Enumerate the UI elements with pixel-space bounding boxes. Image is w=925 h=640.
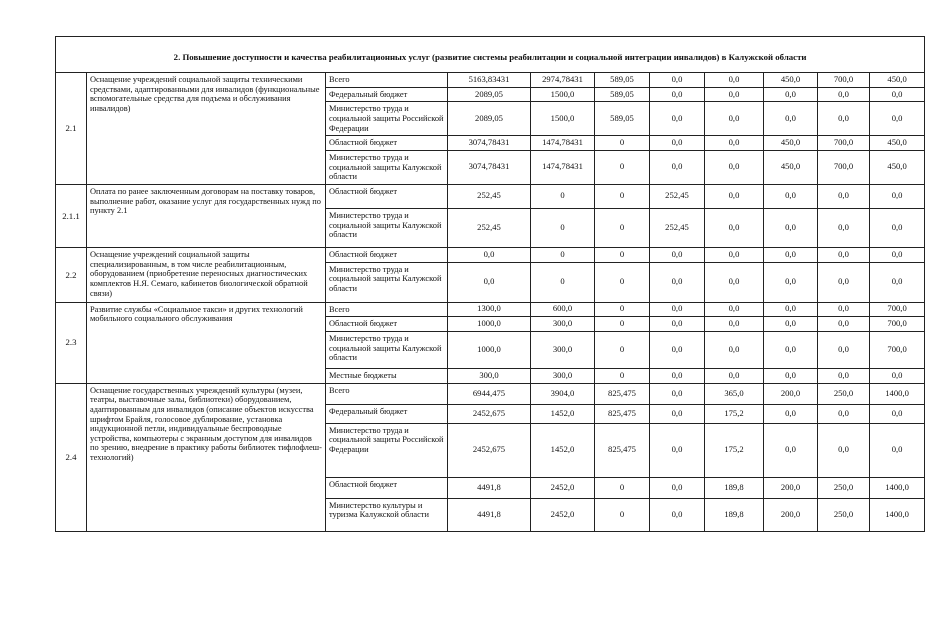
amount-cell: 0 (595, 136, 650, 151)
amount-cell: 0,0 (764, 208, 818, 247)
amount-cell: 2974,78431 (531, 73, 595, 88)
amount-cell: 0,0 (705, 150, 764, 184)
amount-cell: 0,0 (870, 423, 925, 477)
amount-cell: 0 (595, 184, 650, 208)
funding-source: Всего (326, 73, 448, 88)
amount-cell: 200,0 (764, 383, 818, 404)
amount-cell: 2452,0 (531, 477, 595, 498)
item-description: Оснащение государственных учреждений культуры (музеи, театры, выставочные залы, библиотеки) оборудованием, адаптированным для инвалидов (описание объектов искусства шрифтом Брайля, голосовое дублирование, установка индукционной петли, индивидуальные беспроводные устройства, компьютеры с экранным доступом для инвалидов по зрению, внедрение в практику работы библиотек тифлофлеш-технологий) (87, 383, 326, 531)
amount-cell: 252,45 (448, 184, 531, 208)
amount-cell: 0,0 (764, 87, 818, 102)
table-row (56, 247, 925, 262)
funding-source: Местные бюджеты (326, 368, 448, 383)
amount-cell: 450,0 (764, 136, 818, 151)
item-description: Оснащение учреждений социальной защиты специализированным, в том числе реабилитационным, оборудованием (приобретение переносных диагностических комплектов Н.Я. Семаго, кабинетов биологической обратной связи) (87, 247, 326, 302)
section-title: 2. Повышение доступности и качества реабилитационных услуг (развитие системы реабилитации и социальной интеграции инвалидов) в Калужской области (56, 37, 925, 73)
amount-cell: 0,0 (705, 184, 764, 208)
section-header-row (56, 37, 925, 73)
amount-cell: 0,0 (650, 87, 705, 102)
amount-cell: 0,0 (650, 404, 705, 423)
amount-cell: 0,0 (705, 302, 764, 317)
amount-cell: 189,8 (705, 498, 764, 531)
amount-cell: 3904,0 (531, 383, 595, 404)
amount-cell: 0,0 (818, 87, 870, 102)
amount-cell: 0,0 (705, 136, 764, 151)
amount-cell: 200,0 (764, 477, 818, 498)
amount-cell: 1500,0 (531, 87, 595, 102)
funding-source: Областной бюджет (326, 247, 448, 262)
amount-cell: 1400,0 (870, 383, 925, 404)
amount-cell: 0,0 (650, 498, 705, 531)
item-description: Развитие службы «Социальное такси» и других технологий мобильного социального обслуживания (87, 302, 326, 383)
amount-cell: 3074,78431 (448, 136, 531, 151)
amount-cell: 4491,8 (448, 498, 531, 531)
amount-cell: 0,0 (705, 87, 764, 102)
amount-cell: 0 (595, 208, 650, 247)
amount-cell: 0,0 (764, 331, 818, 368)
amount-cell: 0 (595, 498, 650, 531)
amount-cell: 0,0 (764, 317, 818, 332)
amount-cell: 1000,0 (448, 331, 531, 368)
amount-cell: 589,05 (595, 73, 650, 88)
amount-cell: 300,0 (531, 331, 595, 368)
amount-cell: 0,0 (650, 383, 705, 404)
amount-cell: 0,0 (818, 247, 870, 262)
amount-cell: 175,2 (705, 423, 764, 477)
amount-cell: 0,0 (650, 317, 705, 332)
funding-source: Министерство труда и социальной защиты Калужской области (326, 331, 448, 368)
amount-cell: 0,0 (705, 73, 764, 88)
amount-cell: 450,0 (870, 73, 925, 88)
funding-source: Областной бюджет (326, 317, 448, 332)
amount-cell: 0,0 (764, 302, 818, 317)
amount-cell: 1300,0 (448, 302, 531, 317)
amount-cell: 0,0 (764, 102, 818, 136)
amount-cell: 1474,78431 (531, 136, 595, 151)
amount-cell: 300,0 (448, 368, 531, 383)
amount-cell: 700,0 (818, 136, 870, 151)
amount-cell: 0,0 (650, 302, 705, 317)
amount-cell: 0,0 (764, 368, 818, 383)
amount-cell: 0,0 (870, 87, 925, 102)
amount-cell: 0,0 (870, 208, 925, 247)
amount-cell: 700,0 (870, 302, 925, 317)
amount-cell: 0 (595, 368, 650, 383)
amount-cell: 0,0 (764, 262, 818, 302)
amount-cell: 0,0 (705, 368, 764, 383)
table-row (56, 73, 925, 88)
amount-cell: 4491,8 (448, 477, 531, 498)
amount-cell: 0,0 (764, 184, 818, 208)
table-row (56, 383, 925, 404)
amount-cell: 0,0 (818, 302, 870, 317)
amount-cell: 0,0 (705, 102, 764, 136)
amount-cell: 0,0 (764, 247, 818, 262)
amount-cell: 0,0 (870, 262, 925, 302)
funding-source: Министерство труда и социальной защиты Российской Федерации (326, 102, 448, 136)
amount-cell: 0 (595, 317, 650, 332)
amount-cell: 250,0 (818, 498, 870, 531)
amount-cell: 0,0 (764, 404, 818, 423)
table-row (56, 302, 925, 317)
amount-cell: 0,0 (870, 404, 925, 423)
amount-cell: 825,475 (595, 404, 650, 423)
amount-cell: 0,0 (650, 262, 705, 302)
amount-cell: 0,0 (650, 150, 705, 184)
amount-cell: 0 (595, 477, 650, 498)
amount-cell: 0 (595, 262, 650, 302)
funding-source: Министерство труда и социальной защиты Российской Федерации (326, 423, 448, 477)
amount-cell: 0,0 (650, 102, 705, 136)
amount-cell: 0,0 (818, 404, 870, 423)
amount-cell: 0,0 (650, 331, 705, 368)
amount-cell: 700,0 (818, 73, 870, 88)
item-number: 2.1.1 (56, 184, 87, 247)
funding-source: Министерство труда и социальной защиты Калужской области (326, 262, 448, 302)
amount-cell: 0,0 (818, 208, 870, 247)
amount-cell: 1400,0 (870, 498, 925, 531)
amount-cell: 0,0 (650, 477, 705, 498)
amount-cell: 0,0 (870, 184, 925, 208)
amount-cell: 2452,0 (531, 498, 595, 531)
item-number: 2.4 (56, 383, 87, 531)
amount-cell: 0,0 (705, 262, 764, 302)
amount-cell: 0,0 (818, 102, 870, 136)
amount-cell: 2089,05 (448, 87, 531, 102)
amount-cell: 250,0 (818, 383, 870, 404)
amount-cell: 0 (531, 208, 595, 247)
amount-cell: 0,0 (705, 317, 764, 332)
amount-cell: 300,0 (531, 368, 595, 383)
amount-cell: 1400,0 (870, 477, 925, 498)
amount-cell: 0,0 (870, 368, 925, 383)
amount-cell: 252,45 (650, 184, 705, 208)
amount-cell: 2452,675 (448, 423, 531, 477)
amount-cell: 5163,83431 (448, 73, 531, 88)
amount-cell: 600,0 (531, 302, 595, 317)
amount-cell: 252,45 (448, 208, 531, 247)
amount-cell: 0,0 (764, 423, 818, 477)
amount-cell: 0 (531, 262, 595, 302)
amount-cell: 200,0 (764, 498, 818, 531)
funding-source: Федеральный бюджет (326, 87, 448, 102)
amount-cell: 1452,0 (531, 423, 595, 477)
amount-cell: 450,0 (870, 136, 925, 151)
amount-cell: 1474,78431 (531, 150, 595, 184)
amount-cell: 450,0 (870, 150, 925, 184)
amount-cell: 175,2 (705, 404, 764, 423)
amount-cell: 0,0 (650, 136, 705, 151)
item-description: Оснащение учреждений социальной защиты техническими средствами, адаптированными для инвалидов (функциональные вспомогательные средства для подъема и обслуживания инвалидов) (87, 73, 326, 185)
amount-cell: 0,0 (650, 368, 705, 383)
amount-cell: 450,0 (764, 73, 818, 88)
funding-source: Областной бюджет (326, 184, 448, 208)
amount-cell: 365,0 (705, 383, 764, 404)
table-row (56, 184, 925, 208)
amount-cell: 0 (595, 150, 650, 184)
amount-cell: 0 (595, 331, 650, 368)
amount-cell: 2452,675 (448, 404, 531, 423)
amount-cell: 189,8 (705, 477, 764, 498)
amount-cell: 3074,78431 (448, 150, 531, 184)
amount-cell: 825,475 (595, 383, 650, 404)
amount-cell: 0,0 (818, 331, 870, 368)
item-number: 2.1 (56, 73, 87, 185)
amount-cell: 252,45 (650, 208, 705, 247)
document-sheet (55, 36, 909, 532)
funding-source: Федеральный бюджет (326, 404, 448, 423)
amount-cell: 0,0 (650, 423, 705, 477)
funding-source: Всего (326, 383, 448, 404)
amount-cell: 0,0 (818, 262, 870, 302)
amount-cell: 0 (595, 302, 650, 317)
funding-source: Министерство культуры и туризма Калужской области (326, 498, 448, 531)
amount-cell: 0,0 (818, 184, 870, 208)
amount-cell: 300,0 (531, 317, 595, 332)
amount-cell: 0,0 (705, 208, 764, 247)
amount-cell: 589,05 (595, 102, 650, 136)
amount-cell: 0,0 (870, 247, 925, 262)
amount-cell: 0,0 (870, 102, 925, 136)
item-description: Оплата по ранее заключенным договорам на поставку товаров, выполнение работ, оказание услуг для государственных нужд по пункту 2.1 (87, 184, 326, 247)
amount-cell: 1000,0 (448, 317, 531, 332)
item-number: 2.2 (56, 247, 87, 302)
budget-table (55, 36, 925, 532)
amount-cell: 250,0 (818, 477, 870, 498)
amount-cell: 0,0 (448, 247, 531, 262)
amount-cell: 0,0 (818, 423, 870, 477)
amount-cell: 0 (531, 247, 595, 262)
item-number: 2.3 (56, 302, 87, 383)
amount-cell: 589,05 (595, 87, 650, 102)
funding-source: Министерство труда и социальной защиты Калужской области (326, 208, 448, 247)
amount-cell: 2089,05 (448, 102, 531, 136)
funding-source: Всего (326, 302, 448, 317)
funding-source: Областной бюджет (326, 477, 448, 498)
amount-cell: 1500,0 (531, 102, 595, 136)
amount-cell: 825,475 (595, 423, 650, 477)
amount-cell: 700,0 (870, 317, 925, 332)
amount-cell: 0 (595, 247, 650, 262)
amount-cell: 700,0 (818, 150, 870, 184)
amount-cell: 0,0 (650, 247, 705, 262)
amount-cell: 0,0 (705, 331, 764, 368)
funding-source: Министерство труда и социальной защиты Калужской области (326, 150, 448, 184)
amount-cell: 0,0 (818, 368, 870, 383)
amount-cell: 6944,475 (448, 383, 531, 404)
amount-cell: 0 (531, 184, 595, 208)
amount-cell: 0,0 (650, 73, 705, 88)
amount-cell: 450,0 (764, 150, 818, 184)
funding-source: Областной бюджет (326, 136, 448, 151)
amount-cell: 0,0 (818, 317, 870, 332)
amount-cell: 700,0 (870, 331, 925, 368)
amount-cell: 0,0 (448, 262, 531, 302)
amount-cell: 1452,0 (531, 404, 595, 423)
amount-cell: 0,0 (705, 247, 764, 262)
